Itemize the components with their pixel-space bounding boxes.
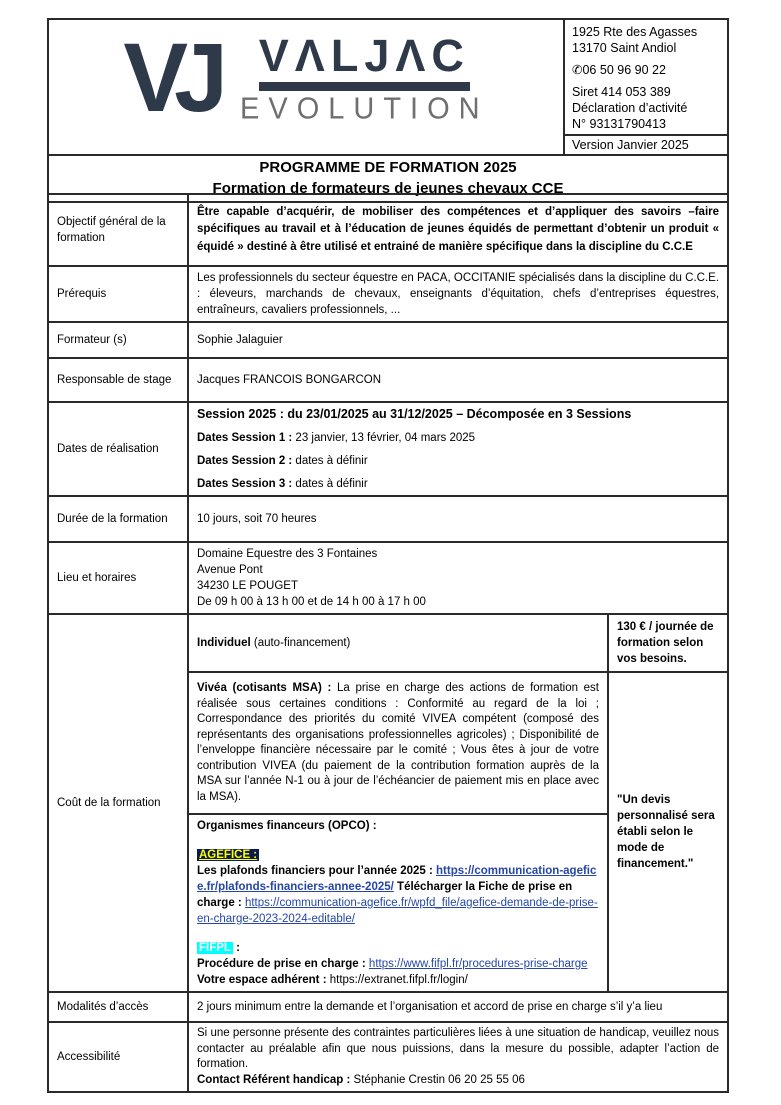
contact-cell: [563, 20, 727, 154]
duree-content: 10 jours, soit 70 heures: [188, 496, 728, 542]
lieu-label: Lieu et horaires: [48, 542, 188, 614]
title-line2: Formation de formateurs de jeunes chevaux CCE: [212, 180, 564, 197]
row-responsable: [48, 358, 728, 402]
fifpl-procedure-link[interactable]: https://www.fifpl.fr/procedures-prise-charge: [368, 958, 588, 970]
agefice-plafonds-link[interactable]: https://communication-agefice.fr/plafonds-financiers-annee-2025/: [197, 865, 597, 893]
session-2-value: dates à définir: [292, 455, 368, 467]
duree-label: Durée de la formation: [48, 496, 188, 542]
dates-label: Dates de réalisation: [48, 402, 188, 496]
vivea-bold: Vivéa (cotisants MSA) :: [197, 682, 338, 694]
siret-line: Siret 414 053 389: [572, 85, 671, 99]
cout-label: Coût de la formation: [48, 614, 188, 992]
fifpl-bold1: Procédure de prise en charge :: [197, 958, 369, 970]
session-1: [197, 430, 719, 446]
row-lieu: [48, 542, 728, 614]
formateur-label: Formateur (s): [48, 322, 188, 358]
monogram-v: V: [123, 23, 181, 133]
vivea-text: [197, 681, 599, 805]
phone-number: 06 50 96 90 22: [582, 63, 666, 77]
session-3-prefix: Dates Session 3 :: [197, 478, 293, 490]
agefice-bold2: Télécharger la Fiche de prise en charge :: [197, 881, 573, 909]
row-dates: [48, 402, 728, 496]
session-2: [197, 453, 719, 469]
handicap-contact-bold: Contact Référent handicap :: [197, 1073, 351, 1086]
handicap-contact-rest: Stéphanie Crestin 06 20 25 55 06: [350, 1073, 525, 1086]
address-line2: 13170 Saint Andiol: [572, 41, 677, 55]
title-line1: PROGRAMME DE FORMATION 2025: [259, 159, 517, 176]
fifpl-colon: :: [232, 942, 240, 954]
responsable-label: Responsable de stage: [48, 358, 188, 402]
modalites-label: Modalités d’accès: [48, 992, 188, 1022]
prerequis-label: Prérequis: [48, 266, 188, 322]
row-objectif: [48, 194, 728, 266]
address-line1: 1925 Rte des Agasses: [572, 25, 698, 39]
session-1-value: 23 janvier, 13 février, 04 mars 2025: [292, 432, 476, 444]
session-3: [197, 476, 719, 492]
vivea-rest: La prise en charge des actions de formation est réalisée sous certaines conditions : Conformité au regard de la loi ; Correspondance des priorités du comité VIVEA compétent (composé des représentants des organisations professionnelles agricoles) ; Disponibilité de l’enveloppe financière nécessaire par le comité ; Vous êtes à jour de votre contribution VIVEA (du paiement de la contribution formation auprès de la MSA sur l’année N-1 ou à jour de l’échéancier de paiement mis en place avec la MSA).: [197, 682, 600, 803]
phone-line: [572, 62, 720, 78]
fifpl-espace-line: [197, 972, 599, 988]
agefice-links: [197, 863, 599, 927]
version-label: Version Janvier 2025: [565, 134, 727, 154]
declaration-line2: N° 93131790413: [572, 117, 666, 131]
prerequis-text: Les professionnels du secteur équestre en PACA, OCCITANIE spécialisés dans la discipline du C.C.E. : éleveurs, marchands de chevaux, enseignants d’équitation, chefs d’entreprises équestres, entraîneurs, cavaliers professionnels, ...: [197, 272, 720, 316]
accessibilite-content: [188, 1022, 728, 1092]
fifpl-tag-line: [197, 940, 599, 956]
lieu-line3: 34230 LE POUGET: [197, 580, 298, 592]
row-cout-individuel: [48, 614, 728, 672]
phone-icon: ✆: [572, 63, 583, 77]
dates-content: [188, 402, 728, 496]
devis-cell: "Un devis personnalisé sera établi selon le mode de financement.": [608, 672, 728, 992]
objectif-label: Objectif général de la formation: [48, 194, 188, 266]
fifpl-highlight: FIFPL: [199, 942, 231, 954]
modalites-content: 2 jours minimum entre la demande et l’organisation et accord de prise en charge s’il y’a lieu: [188, 992, 728, 1022]
fifpl-bold2: Votre espace adhérent :: [197, 974, 330, 986]
monogram-j: J: [174, 23, 221, 133]
opco-cell: [188, 814, 608, 992]
lieu-line4: De 09 h 00 à 13 h 00 et de 14 h 00 à 17 h 00: [197, 596, 426, 608]
agefice-bold1: Les plafonds financiers pour l’année 2025 :: [197, 865, 437, 877]
individuel-rest: (auto-financement): [250, 637, 351, 649]
header-top-row: [49, 20, 727, 154]
contact-info: [565, 20, 727, 134]
brand-block: [240, 29, 489, 126]
accessibilite-text: Si une personne présente des contraintes particulières liées à une situation de handicap, veuillez nous contacter au préalable afin que nous puissions, dans la mesure du possible, adapter l’action de formation.: [197, 1027, 720, 1070]
fifpl-procedure-line: [197, 956, 599, 972]
header-box: [47, 18, 729, 203]
fifpl-espace-url: https://extranet.fifpl.fr/login/: [329, 974, 468, 986]
individuel-bold: Individuel: [197, 637, 251, 649]
responsable-content: Jacques FRANCOIS BONGARCON: [188, 358, 728, 402]
agefice-tag-line: [197, 847, 599, 863]
formation-table: [47, 193, 729, 1093]
prerequis-content: [188, 266, 728, 322]
agefice-fiche-link[interactable]: https://communication-agefice.fr/wpfd_file/agefice-demande-de-prise-en-charge-2023-2024-editable/: [197, 897, 598, 925]
row-prerequis: [48, 266, 728, 322]
price-cell: 130 € / journée de formation selon vos besoins.: [608, 614, 728, 672]
row-formateur: [48, 322, 728, 358]
lieu-line2: Avenue Pont: [197, 564, 263, 576]
row-modalites: [48, 992, 728, 1022]
company-logo: [49, 20, 563, 136]
session-3-value: dates à définir: [292, 478, 368, 490]
session-2-prefix: Dates Session 2 :: [197, 455, 293, 467]
individuel-cell: [188, 614, 608, 672]
accessibilite-label: Accessibilité: [48, 1022, 188, 1092]
opco-heading: Organismes financeurs (OPCO) :: [197, 820, 377, 832]
lieu-line1: Domaine Equestre des 3 Fontaines: [197, 548, 378, 560]
objectif-content: [188, 194, 728, 266]
session-header: Session 2025 : du 23/01/2025 au 31/12/2025 – Décomposée en 3 Sessions: [197, 407, 632, 421]
row-duree: [48, 496, 728, 542]
session-1-prefix: Dates Session 1 :: [197, 432, 293, 444]
vivea-cell: [188, 672, 608, 814]
lieu-content: [188, 542, 728, 614]
row-accessibilite: [48, 1022, 728, 1092]
agefice-highlight: AGEFICE :: [199, 849, 258, 861]
vj-monogram-icon: [123, 23, 221, 133]
brand-subtitle: EVOLUTION: [240, 91, 489, 126]
brand-wordmark: VΛLJΛC: [259, 33, 470, 91]
formateur-content: Sophie Jalaguier: [188, 322, 728, 358]
objectif-text: Être capable d’acquérir, de mobiliser des compétences et d’appliquer des savoirs –faire spécifiques au travail et à l’éducation de jeunes équidés de permettant d’obtenir un produit « équidé » destiné à être utilisé et entrainé de manière spécifique dans la discipline du C.C.E: [197, 205, 720, 253]
accessibilite-contact: [197, 1073, 719, 1089]
declaration-line1: Déclaration d’activité: [572, 101, 688, 115]
